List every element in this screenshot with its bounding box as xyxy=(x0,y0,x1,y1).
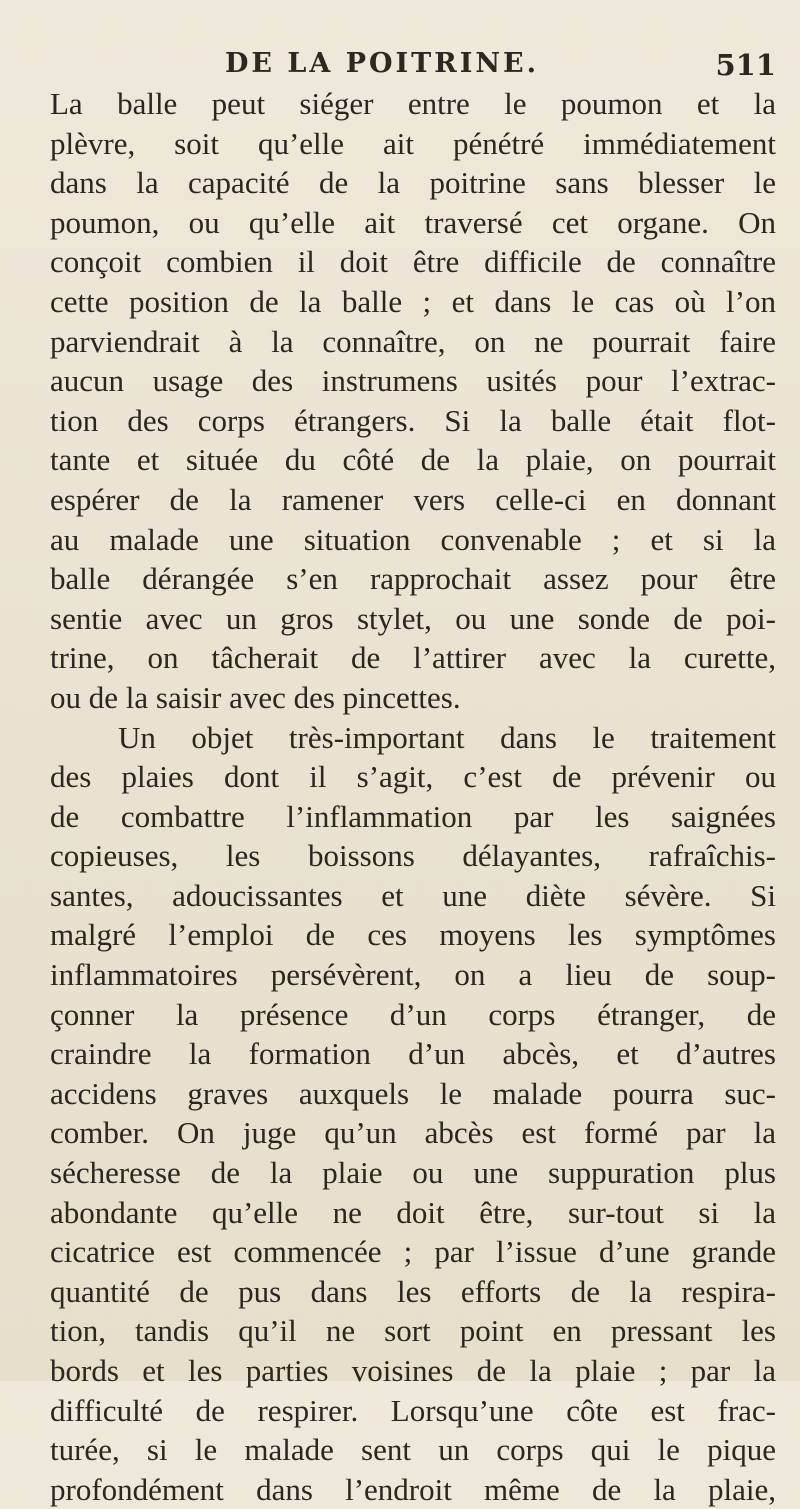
text-line: tante et située du côté de la plaie, on pourrait xyxy=(50,440,776,480)
text-line: espérer de la ramener vers celle-ci en donnant xyxy=(50,480,776,520)
text-line: cicatrice est commencée ; par l’issue d’une grande xyxy=(50,1232,776,1272)
text-line: aucun usage des instrumens usités pour l’extrac- xyxy=(50,361,776,401)
text-line: des plaies dont il s’agit, c’est de prévenir ou xyxy=(50,757,776,797)
text-line: santes, adoucissantes et une diète sévère. Si xyxy=(50,876,776,916)
text-line: ou de la saisir avec des pincettes. xyxy=(50,678,776,718)
running-title: DE LA POITRINE. xyxy=(225,48,539,79)
text-line: cette position de la balle ; et dans le cas où l’on xyxy=(50,282,776,322)
text-line: balle dérangée s’en rapprochait assez pour être xyxy=(50,559,776,599)
text-line: sécheresse de la plaie ou une suppuration plus xyxy=(50,1153,776,1193)
text-line: copieuses, les boissons délayantes, rafraîchis- xyxy=(50,836,776,876)
paragraph-2 xyxy=(50,718,776,1509)
text-line: plèvre, soit qu’elle ait pénétré immédiatement xyxy=(50,124,776,164)
text-line: parviendrait à la connaître, on ne pourrait faire xyxy=(50,322,776,362)
text-line: poumon, ou qu’elle ait traversé cet organe. On xyxy=(50,203,776,243)
text-line: de combattre l’inflammation par les saignées xyxy=(50,797,776,837)
paragraph-1 xyxy=(50,84,776,718)
text-line: quantité de pus dans les efforts de la respira- xyxy=(50,1272,776,1312)
text-line: au malade une situation convenable ; et si la xyxy=(50,520,776,560)
text-line: craindre la formation d’un abcès, et d’autres xyxy=(50,1034,776,1074)
text-line: malgré l’emploi de ces moyens les symptômes xyxy=(50,915,776,955)
text-line: profondément dans l’endroit même de la plaie, xyxy=(50,1470,776,1509)
text-line: bords et les parties voisines de la plaie ; par la xyxy=(50,1351,776,1391)
text-line: tion des corps étrangers. Si la balle était flot- xyxy=(50,401,776,441)
text-line: dans la capacité de la poitrine sans blesser le xyxy=(50,163,776,203)
text-line: çonner la présence d’un corps étranger, de xyxy=(50,995,776,1035)
body-text xyxy=(50,84,776,1509)
page-number: 511 xyxy=(715,48,776,82)
text-line: Un objet très-important dans le traitement xyxy=(50,718,776,758)
text-line: abondante qu’elle ne doit être, sur-tout si la xyxy=(50,1193,776,1233)
text-line: trine, on tâcherait de l’attirer avec la curette, xyxy=(50,638,776,678)
text-line: turée, si le malade sent un corps qui le pique xyxy=(50,1430,776,1470)
text-line: sentie avec un gros stylet, ou une sonde de poi- xyxy=(50,599,776,639)
text-line: tion, tandis qu’il ne sort point en pressant les xyxy=(50,1311,776,1351)
text-line: La balle peut siéger entre le poumon et la xyxy=(50,84,776,124)
text-line: inflammatoires persévèrent, on a lieu de soup- xyxy=(50,955,776,995)
text-line: comber. On juge qu’un abcès est formé par la xyxy=(50,1113,776,1153)
text-line: accidens graves auxquels le malade pourra suc- xyxy=(50,1074,776,1114)
text-line: difficulté de respirer. Lorsqu’une côte est frac- xyxy=(50,1391,776,1431)
text-line: conçoit combien il doit être difficile de connaître xyxy=(50,242,776,282)
running-head xyxy=(50,40,776,84)
